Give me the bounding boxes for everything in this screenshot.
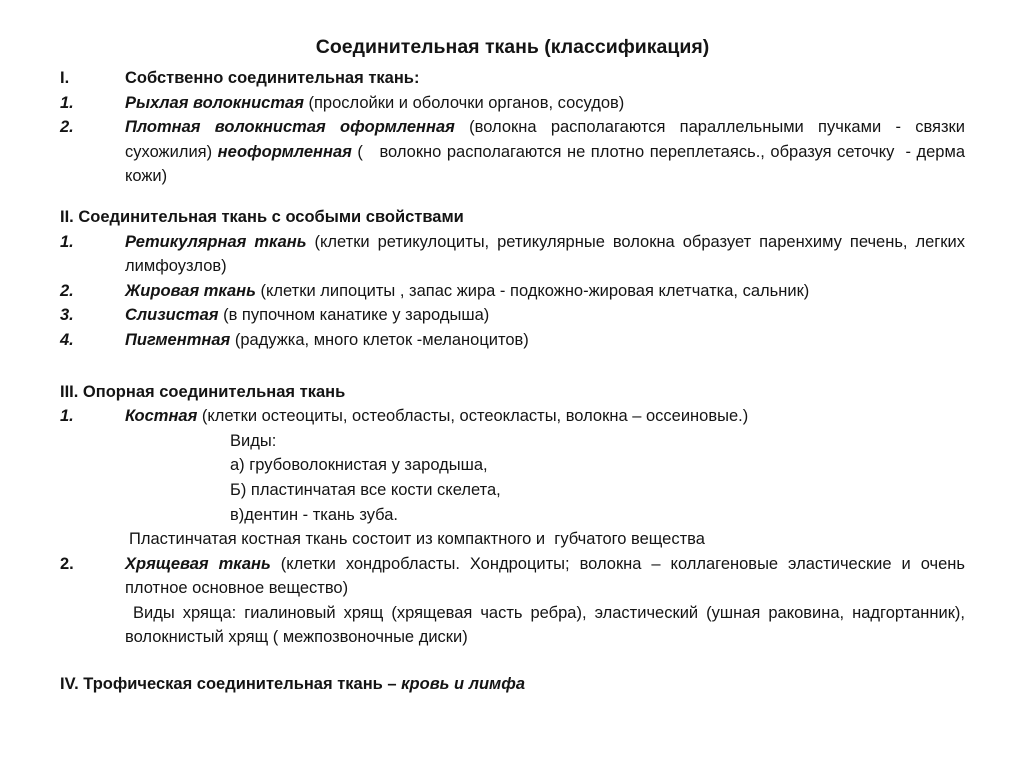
text-run: Костная (125, 407, 198, 426)
text-run: кровь и лимфа (401, 675, 526, 694)
text-run: Рыхлая волокнистая (125, 93, 304, 112)
spacer (60, 189, 965, 205)
section-iv-heading (60, 672, 965, 697)
section-i-heading (60, 66, 965, 91)
item-iii-2 (60, 552, 965, 601)
section-iii-heading (60, 380, 965, 405)
text-run: (в пупочном канатике у зародыша) (218, 306, 490, 325)
list-marker: 1. (60, 232, 74, 251)
section-ii-heading (60, 205, 965, 230)
bone-types-label (60, 429, 965, 454)
text-run: неоформленная (217, 142, 352, 161)
text-run: в)дентин - ткань зуба. (230, 505, 398, 524)
list-marker: 2. (60, 554, 74, 573)
list-marker: I. (60, 69, 70, 87)
bone-type-v (60, 503, 965, 528)
text-run: Плотная волокнистая оформленная (125, 118, 455, 137)
text-run: (клетки липоциты , запас жира - подкожно-жировая клетчатка, сальник) (255, 281, 810, 300)
text-run: Собственно соединительная ткань: (125, 69, 420, 87)
item-ii-2 (60, 279, 965, 304)
list-marker: 2. (60, 118, 74, 137)
text-run: а) грубоволокнистая у зародыша, (230, 456, 488, 475)
list-marker: 2. (60, 281, 74, 300)
text-run: Ретикулярная ткань (125, 232, 307, 251)
text-run: (прослойки и оболочки органов, сосудов) (303, 93, 625, 112)
bone-note (60, 527, 965, 552)
item-ii-1 (60, 230, 965, 279)
item-ii-4 (60, 328, 965, 353)
item-i-2 (60, 115, 965, 189)
list-marker: 4. (60, 330, 74, 349)
spacer (60, 650, 965, 672)
cartilage-types (60, 601, 965, 650)
text-run: Пластинчатая костная ткань состоит из компактного и губчатого вещества (129, 530, 705, 549)
list-marker: 1. (60, 407, 74, 426)
bone-type-a (60, 453, 965, 478)
text-run: Слизистая (125, 306, 219, 325)
page-title: Соединительная ткань (классификация) (315, 36, 710, 58)
text-run: Б) пластинчатая все кости скелета, (230, 480, 501, 499)
text-run: (волокна располагаются параллельными пучками - связки сухожилия) (125, 118, 965, 161)
text-run: (клетки остеоциты, остеобласты, остеокласты, волокна – оссеиновые.) (197, 407, 749, 426)
list-marker: 3. (60, 306, 74, 325)
text-run: IV. Трофическая соединительная ткань – (60, 675, 402, 694)
spacer (60, 353, 965, 380)
text-run: III. Опорная соединительная ткань (60, 382, 346, 401)
list-marker: 1. (60, 93, 74, 112)
slide-content (60, 66, 965, 697)
item-iii-1 (60, 404, 965, 429)
text-run: Виды хряща: гиалиновый хрящ (хрящевая часть ребра), эластический (ушная раковина, надгортанник), волокнистый хрящ ( межпозвоночные диски) (125, 603, 965, 647)
text-run: II. Соединительная ткань с особыми свойствами (60, 207, 464, 226)
text-run: Пигментная (125, 330, 231, 349)
text-run: Хрящевая ткань (125, 554, 271, 573)
text-run: ( волокно располагаются не плотно переплетаясь., образуя сеточку - дерма кожи) (125, 142, 966, 186)
text-run: (клетки хондробласты. Хондроциты; волокна – коллагеновые эластические и очень плотное основное вещество) (125, 554, 965, 598)
text-run: (клетки ретикулоциты, ретикулярные волокна образует паренхиму печень, легких лимфоузлов) (125, 232, 965, 276)
text-run: (радужка, много клеток -меланоцитов) (230, 330, 529, 349)
text-run: Виды: (230, 431, 277, 450)
bone-type-b (60, 478, 965, 503)
text-run: Жировая ткань (125, 281, 256, 300)
item-ii-3 (60, 303, 965, 328)
item-i-1 (60, 91, 965, 116)
